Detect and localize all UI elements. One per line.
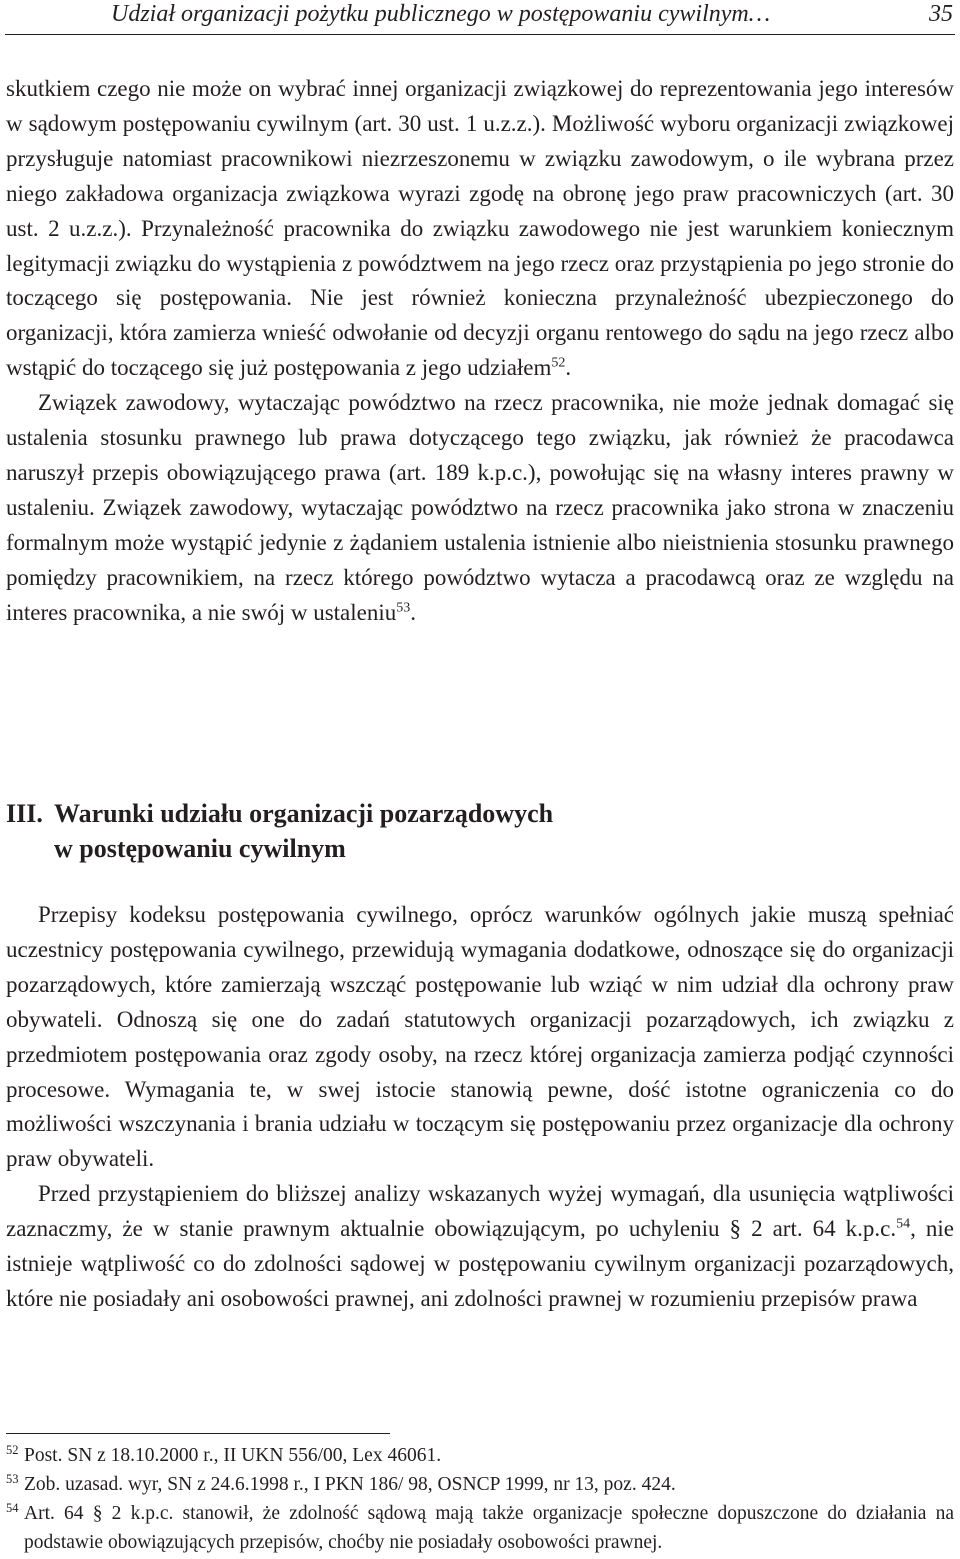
paragraph-end: . [410,599,416,625]
footnote-text: Post. SN z 18.10.2000 r., II UKN 556/00, Lex 46061. [24,1445,442,1466]
paragraph-text: Przed przystąpieniem do bliższej analizy wskazanych wyżej wymagań, dla usunięcia wątpliwości zaznaczmy, że w stanie prawnym aktualnie obowiązującym, po uchyleniu § 2 art. 64 k.p.c. [6,1181,954,1242]
footnote-ref: 52 [551,355,566,371]
header-rule [5,34,955,35]
body-text [6,72,954,631]
footnote-ref: 54 [896,1216,911,1232]
paragraph-text: skutkiem czego nie może on wybrać innej organizacji związkowej do reprezentowania jego interesów w sądowym postępowaniu cywilnym (art. 30 ust. 1 u.z.z.). Możliwość wyboru organizacji związkowej przysługuje natomiast pracownikowi niezrzeszonemu w związku zawodowym, o ile wybrana przez niego zakładowa organizacja związkowa wyrazi zgodę na obronę jego praw pracowniczych (art. 30 ust. 2 u.z.z.). Przynależność pracownika do związku zawodowego nie jest warunkiem koniecznym legitymacji związku do wystąpienia z powództwem na jego rzecz oraz przystąpienia po jego stronie do toczącego się postępowania. Nie jest również konieczna przynależność ubezpieczonego do organizacji, która zamierza wnieść odwołanie od decyzji organu rentowego do sądu na jego rzecz albo wstąpić do toczącego się już postępowania z jego udziałem [6,76,954,381]
paragraph [6,72,954,386]
page-number: 35 [929,1,953,27]
section-body [6,898,954,1317]
paragraph [6,1177,954,1317]
paragraph-text: , nie istnieje wątpliwość co do zdolności sądowej w postępowaniu cywilnym organizacji pozarządowych, które nie posiadały ani osobowości prawnej, ani zdolności prawnej w rozumieniu przepisów prawa [6,1216,955,1311]
footnotes [6,1441,954,1557]
section-number: III. [6,799,43,828]
running-title: Udział organizacji pożytku publicznego w postępowaniu cywilnym… [111,1,771,27]
paragraph: Przepisy kodeksu postępowania cywilnego, oprócz warunków ogólnych jakie muszą spełniać uczestnicy postępowania cywilnego, przewidują wymagania dodatkowe, odnoszące się do organizacji pozarządowych, które zamierzają wszcząć postępowanie lub wziąć w nim udział dla ochrony praw obywateli. Odnoszą się one do zadań statutowych organizacji pozarządowych, ich związku z przedmiotem postępowania oraz zgody osoby, na rzecz której organizacja zamierza podjąć czynności procesowe. Wymagania te, w swej istocie stanowią pewne, dość istotne ograniczenia co do możliwości wszczynania i brania udziału w toczącym się postępowaniu przez organizacje dla ochrony praw obywateli. [6,902,954,1172]
footnote: $^{54}$ Art. 64 § 2 k.p.c. stanowił, że zdolność sądową mają także organizacje społeczne dopuszczone do działania na podstawie obowiązujących przepisów, choćby nie posiadały osobowości prawnej. [6,1500,954,1553]
section-title-line2: w postępowaniu cywilnym [54,834,346,863]
footnote-text: Zob. uzasad. wyr, SN z 24.6.1998 r., I PKN 186/ 98, OSNCP 1999, nr 13, poz. 424. [24,1474,676,1495]
footnote-text: Art. 64 § 2 k.p.c. stanowił, że zdolność sądową mają także organizacje społeczne dopuszczone do działania na podstawie obowiązujących przepisów, choćby nie posiadały osobowości prawnej. [24,1503,954,1553]
section-heading [6,796,553,866]
footnote: $^{52}$ Post. SN z 18.10.2000 r., II UKN 556/00, Lex 46061. [6,1442,442,1466]
section-title-line1: Warunki udziału organizacji pozarządowych [54,799,554,828]
page-header [0,0,960,36]
footnote-rule [6,1433,390,1434]
footnote: $^{53}$ Zob. uzasad. wyr, SN z 24.6.1998 r., I PKN 186/ 98, OSNCP 1999, nr 13, poz. 424. [6,1471,676,1495]
paragraph-end: . [565,355,572,381]
paragraph [6,386,954,630]
paragraph-text: Związek zawodowy, wytaczając powództwo na rzecz pracownika, nie może jednak domagać się ustalenia stosunku prawnego lub prawa dotyczącego tego związku, jak również że pracodawca naruszył przepis obowiązującego prawa (art. 189 k.p.c.), powołując się na własny interes prawny w ustaleniu. Związek zawodowy, wytaczając powództwo na rzecz pracownika jako strona w znaczeniu formalnym może wystąpić jedynie z żądaniem ustalenia istnienie albo nieistnienia stosunku prawnego pomiędzy pracownikiem, na rzecz którego powództwo wytacza a pracodawcą oraz ze względu na interes pracownika, a nie swój w ustaleniu [6,390,954,625]
footnote-ref: 53 [396,599,411,615]
